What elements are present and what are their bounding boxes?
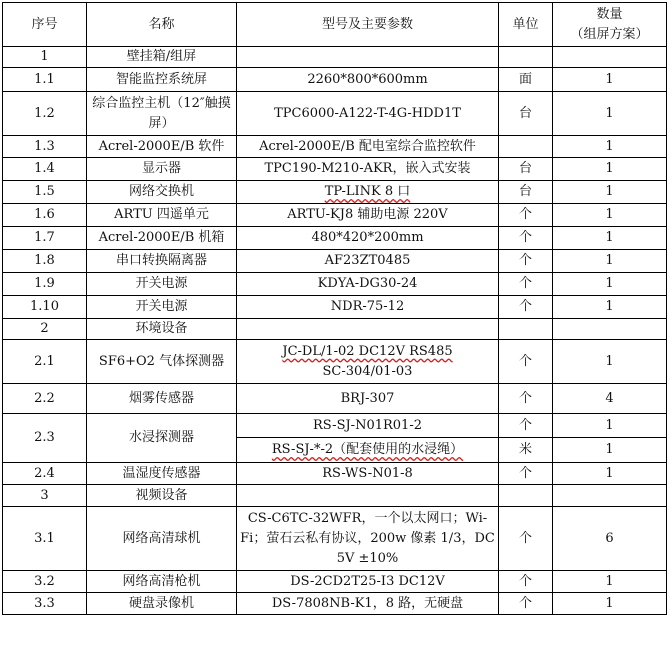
cell-model: RS-SJ-N01R01-2 <box>237 414 499 438</box>
table-row <box>3 593 667 615</box>
cell-model: KDYA-DG30-24 <box>237 273 499 296</box>
cell-unit: 个 <box>499 340 553 384</box>
cell-seq: 2.1 <box>3 340 87 384</box>
table-row <box>3 47 667 68</box>
cell-name: SF6+O2 气体探测器 <box>87 340 237 384</box>
cell-model <box>237 485 499 507</box>
header-qty <box>553 3 667 47</box>
table-row <box>3 136 667 158</box>
cell-model: DS-7808NB-K1，8 路，无硬盘 <box>237 593 499 615</box>
cell-unit: 个 <box>499 414 553 438</box>
cell-model <box>237 438 499 463</box>
table-row <box>3 507 667 571</box>
cell-qty: 1 <box>553 158 667 181</box>
cell-seq: 2.4 <box>3 463 87 485</box>
table-row <box>3 158 667 181</box>
cell-qty <box>553 485 667 507</box>
cell-qty: 1 <box>553 68 667 92</box>
equipment-table <box>2 2 667 615</box>
table-row <box>3 273 667 296</box>
cell-unit: 个 <box>499 593 553 615</box>
table-row <box>3 204 667 227</box>
cell-seq: 1.3 <box>3 136 87 158</box>
cell-qty <box>553 47 667 68</box>
cell-name: 开关电源 <box>87 296 237 319</box>
cell-seq: 3.1 <box>3 507 87 571</box>
cell-name: 壁挂箱/组屏 <box>87 47 237 68</box>
cell-model-line1-text: JC-DL/1-02 DC12V RS485 <box>282 343 453 359</box>
cell-qty <box>553 319 667 340</box>
cell-seq: 1.10 <box>3 296 87 319</box>
cell-unit <box>499 136 553 158</box>
cell-qty: 1 <box>553 414 667 438</box>
table-row <box>3 92 667 136</box>
table-row <box>3 319 667 340</box>
cell-seq: 1.6 <box>3 204 87 227</box>
header-qty-line2: （组屏方案） <box>570 26 649 42</box>
cell-unit: 个 <box>499 227 553 250</box>
header-model: 型号及主要参数 <box>237 3 499 47</box>
cell-name: 网络高清球机 <box>87 507 237 571</box>
cell-name: 网络交换机 <box>87 181 237 204</box>
cell-unit: 个 <box>499 250 553 273</box>
cell-name: 显示器 <box>87 158 237 181</box>
table-row <box>3 485 667 507</box>
cell-unit: 个 <box>499 463 553 485</box>
header-seq: 序号 <box>3 3 87 47</box>
cell-seq: 1.1 <box>3 68 87 92</box>
cell-seq: 1 <box>3 47 87 68</box>
header-name: 名称 <box>87 3 237 47</box>
cell-seq: 1.5 <box>3 181 87 204</box>
cell-seq: 1.2 <box>3 92 87 136</box>
cell-unit <box>499 485 553 507</box>
cell-model: DS-2CD2T25-I3 DC12V <box>237 571 499 593</box>
table-row <box>3 227 667 250</box>
cell-qty: 1 <box>553 273 667 296</box>
table-row <box>3 463 667 485</box>
cell-unit: 米 <box>499 438 553 463</box>
cell-model <box>237 340 499 384</box>
cell-model: BRJ-307 <box>237 384 499 414</box>
cell-unit <box>499 319 553 340</box>
cell-seq: 3 <box>3 485 87 507</box>
table-row <box>3 414 667 438</box>
cell-qty: 1 <box>553 92 667 136</box>
cell-qty: 1 <box>553 181 667 204</box>
table-header-row <box>3 3 667 47</box>
cell-name: 综合监控主机（12″触摸屏） <box>87 92 237 136</box>
cell-seq: 2 <box>3 319 87 340</box>
cell-model <box>237 319 499 340</box>
cell-model <box>237 47 499 68</box>
cell-name: 烟雾传感器 <box>87 384 237 414</box>
header-qty-line1: 数量 <box>596 6 623 22</box>
cell-name: 网络高清枪机 <box>87 571 237 593</box>
cell-model-text: RS-SJ-*-2（配套使用的水浸绳） <box>271 442 464 457</box>
cell-name: 硬盘录像机 <box>87 593 237 615</box>
cell-model-line2: SC-304/01-03 <box>322 363 413 379</box>
table-row <box>3 340 667 384</box>
cell-name: 串口转换隔离器 <box>87 250 237 273</box>
cell-seq: 2.2 <box>3 384 87 414</box>
cell-name: Acrel-2000E/B 机箱 <box>87 227 237 250</box>
cell-seq: 1.4 <box>3 158 87 181</box>
cell-model: CS-C6TC-32WFR，一个以太网口；Wi-Fi；萤石云私有协议，200w 像素 1/3，DC 5V ±10% <box>237 507 499 571</box>
cell-seq: 3.2 <box>3 571 87 593</box>
table-row <box>3 384 667 414</box>
cell-qty: 1 <box>553 438 667 463</box>
cell-model: NDR-75-12 <box>237 296 499 319</box>
cell-model: TPC190-M210-AKR，嵌入式安装 <box>237 158 499 181</box>
cell-name: ARTU 四遥单元 <box>87 204 237 227</box>
table-row <box>3 571 667 593</box>
cell-model: Acrel-2000E/B 配电室综合监控软件 <box>237 136 499 158</box>
cell-unit: 个 <box>499 571 553 593</box>
cell-qty: 1 <box>553 571 667 593</box>
cell-name: 视频设备 <box>87 485 237 507</box>
cell-qty: 1 <box>553 204 667 227</box>
table-row <box>3 68 667 92</box>
cell-name: 开关电源 <box>87 273 237 296</box>
cell-name: 水浸探测器 <box>87 414 237 463</box>
cell-unit: 面 <box>499 68 553 92</box>
cell-name: 智能监控系统屏 <box>87 68 237 92</box>
cell-unit: 台 <box>499 158 553 181</box>
cell-unit <box>499 47 553 68</box>
cell-qty: 4 <box>553 384 667 414</box>
table-row <box>3 250 667 273</box>
cell-qty: 1 <box>553 296 667 319</box>
cell-seq: 3.3 <box>3 593 87 615</box>
cell-model-line1 <box>239 342 496 362</box>
cell-seq: 2.3 <box>3 414 87 463</box>
cell-model: TPC6000-A122-T-4G-HDD1T <box>237 92 499 136</box>
cell-seq: 1.9 <box>3 273 87 296</box>
cell-name: 温湿度传感器 <box>87 463 237 485</box>
cell-model: RS-WS-N01-8 <box>237 463 499 485</box>
cell-unit: 个 <box>499 507 553 571</box>
cell-seq: 1.8 <box>3 250 87 273</box>
cell-unit: 个 <box>499 296 553 319</box>
table-row <box>3 181 667 204</box>
cell-seq: 1.7 <box>3 227 87 250</box>
cell-model: AF23ZT0485 <box>237 250 499 273</box>
cell-qty: 1 <box>553 463 667 485</box>
cell-model: 2260*800*600mm <box>237 68 499 92</box>
cell-unit: 台 <box>499 92 553 136</box>
cell-unit: 台 <box>499 181 553 204</box>
cell-qty: 1 <box>553 227 667 250</box>
cell-model: ARTU-KJ8 辅助电源 220V <box>237 204 499 227</box>
cell-qty: 6 <box>553 507 667 571</box>
cell-name: 环境设备 <box>87 319 237 340</box>
table-row <box>3 296 667 319</box>
cell-unit: 个 <box>499 204 553 227</box>
cell-unit: 个 <box>499 384 553 414</box>
cell-name: Acrel-2000E/B 软件 <box>87 136 237 158</box>
cell-unit: 个 <box>499 273 553 296</box>
cell-qty: 1 <box>553 340 667 384</box>
cell-qty: 1 <box>553 136 667 158</box>
header-unit: 单位 <box>499 3 553 47</box>
cell-model: TP-LINK 8 口 <box>237 181 499 204</box>
cell-qty: 1 <box>553 250 667 273</box>
cell-qty: 1 <box>553 593 667 615</box>
cell-model: 480*420*200mm <box>237 227 499 250</box>
